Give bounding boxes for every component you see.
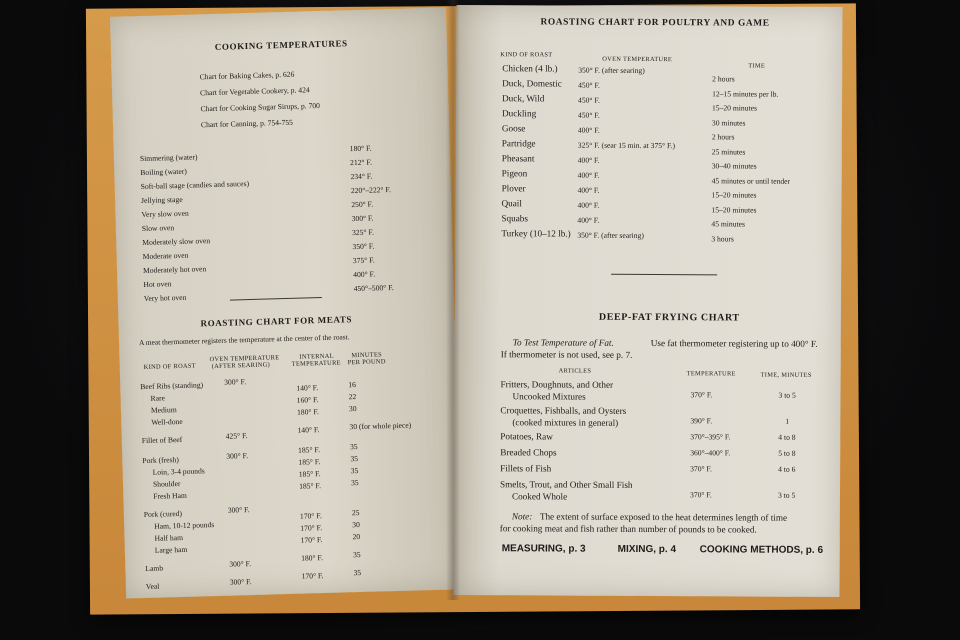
- meats-intro: A meat thermometer registers the temperature at the center of the roast.: [138, 332, 350, 348]
- meats-header-kind: KIND OF ROAST: [143, 362, 197, 371]
- poultry-header-kind: KIND OF ROAST: [500, 51, 553, 59]
- frying-header-time: TIME, MINUTES: [760, 371, 812, 379]
- cook-temp-value: 180° F.: [349, 143, 372, 154]
- footer-measuring: MEASURING, p. 3: [501, 543, 586, 555]
- left-page: [110, 7, 462, 598]
- poultry-oven: 400° F.: [577, 170, 600, 180]
- meat-minutes: 35: [350, 478, 359, 488]
- frying-temp: 370° F.: [690, 390, 713, 400]
- frying-article-cont: (cooked mixtures in general): [512, 417, 619, 428]
- poultry-kind: Goose: [501, 123, 526, 134]
- cook-temp-label: Soft-ball stage (candies and sauces): [140, 178, 250, 192]
- cook-temp-label: Moderate oven: [142, 250, 189, 261]
- poultry-kind: Pigeon: [501, 168, 528, 179]
- meat-kind: Rare: [150, 393, 166, 403]
- meat-oven: 300° F.: [229, 577, 252, 587]
- cook-temp-value: 350° F.: [352, 241, 375, 252]
- poultry-oven: 325° F. (sear 15 min. at 375° F.): [577, 140, 676, 151]
- poultry-oven: 400° F.: [577, 215, 600, 225]
- meat-minutes: 35: [350, 454, 359, 464]
- meat-kind: Beef Ribs (standing): [140, 380, 204, 392]
- cook-temp-value: 212° F.: [349, 157, 373, 168]
- frying-article: Fillets of Fish: [500, 463, 552, 474]
- frying-temp: 360°–400° F.: [690, 448, 731, 458]
- poultry-oven: 350° F. (after searing): [578, 65, 645, 75]
- frying-article: Potatoes, Raw: [500, 431, 553, 442]
- frying-temp: 390° F.: [690, 416, 713, 426]
- poultry-oven: 400° F.: [577, 125, 600, 135]
- poultry-time: 15–20 minutes: [711, 103, 757, 113]
- meat-internal: 185° F.: [298, 457, 321, 467]
- cook-temp-value: 300° F.: [351, 213, 374, 224]
- frying-test-body-2: If thermometer is not used, see p. 7.: [500, 349, 633, 360]
- frying-temp: 370°–395° F.: [690, 432, 731, 442]
- frying-test-lead: To Test Temperature of Fat.: [512, 337, 614, 348]
- meat-kind: Ham, 10-12 pounds: [154, 520, 215, 531]
- ref-sugar-sirups: Chart for Cooking Sugar Sirups, p. 700: [200, 100, 321, 114]
- ref-vegetable-cookery: Chart for Vegetable Cookery, p. 424: [199, 85, 310, 98]
- meats-header-oven: OVEN TEMPERATURE: [209, 354, 280, 364]
- meats-header-internal-sub: TEMPERATURE: [291, 359, 341, 368]
- meat-oven: 300° F.: [229, 559, 252, 569]
- frying-note-body-2: for cooking meat and fish rather than number of pounds to be cooked.: [499, 523, 757, 535]
- frying-time: 4 to 8: [778, 432, 796, 442]
- meat-kind: Fresh Ham: [153, 490, 188, 501]
- poultry-kind: Duck, Domestic: [502, 78, 562, 89]
- poultry-time: 2 hours: [711, 132, 735, 142]
- ref-baking-cakes: Chart for Baking Cakes, p. 626: [199, 69, 295, 82]
- cooking-temperatures-title: COOKING TEMPERATURES: [214, 38, 348, 52]
- cook-temp-label: Jellying stage: [140, 194, 183, 206]
- frying-article: Smelts, Trout, and Other Small Fish: [500, 479, 633, 490]
- frying-time: 1: [785, 416, 790, 426]
- meats-header-internal: INTERNAL: [299, 352, 334, 361]
- poultry-time: 3 hours: [711, 234, 734, 244]
- meat-minutes: 20: [352, 532, 361, 542]
- poultry-kind: Squabs: [501, 213, 529, 224]
- cook-temp-label: Moderately hot oven: [142, 264, 207, 275]
- meats-title: ROASTING CHART FOR MEATS: [200, 314, 353, 329]
- meat-kind: Well-done: [151, 416, 183, 427]
- meat-internal: 170° F.: [299, 511, 322, 521]
- poultry-oven: 450° F.: [577, 110, 600, 120]
- poultry-oven: 400° F.: [577, 155, 600, 165]
- meats-header-oven-sub: (AFTER SEARING): [211, 361, 271, 371]
- meat-minutes: 16: [348, 380, 357, 390]
- section-divider: [611, 274, 717, 276]
- frying-article: Breaded Chops: [500, 447, 557, 458]
- poultry-time: 45 minutes or until tender: [711, 176, 791, 186]
- meat-oven: 300° F.: [227, 505, 250, 515]
- meats-header-minutes: MINUTES: [351, 351, 383, 360]
- meat-oven: 425° F.: [225, 431, 248, 441]
- meat-internal: 185° F.: [297, 445, 321, 455]
- frying-time: 3 to 5: [778, 390, 796, 400]
- cook-temp-label: Simmering (water): [139, 152, 198, 164]
- section-divider: [230, 297, 322, 301]
- poultry-header-time: TIME: [748, 62, 766, 70]
- cook-temp-value: 250° F.: [351, 199, 374, 210]
- meat-kind: Shoulder: [152, 479, 181, 489]
- meat-minutes: 35: [352, 550, 361, 560]
- meat-internal: 170° F.: [300, 535, 323, 545]
- poultry-kind: Duck, Wild: [502, 93, 545, 104]
- meat-kind: Large ham: [154, 544, 188, 555]
- cook-temp-label: Hot oven: [143, 279, 172, 289]
- meat-minutes: 35: [353, 568, 362, 578]
- cook-temp-label: Boiling (water): [140, 166, 188, 178]
- frying-article-cont: Cooked Whole: [511, 491, 568, 502]
- meat-internal: 140° F.: [296, 383, 319, 393]
- poultry-kind: Quail: [501, 198, 522, 209]
- poultry-kind: Pheasant: [501, 153, 535, 164]
- meat-oven: 300° F.: [224, 377, 247, 387]
- meat-internal: 160° F.: [296, 395, 319, 405]
- meat-minutes: 35: [349, 442, 358, 452]
- meat-oven: 300° F.: [226, 451, 249, 461]
- frying-header-temp: TEMPERATURE: [686, 370, 736, 378]
- meat-minutes: 30: [352, 520, 360, 530]
- frying-article: Fritters, Doughnuts, and Other: [500, 379, 614, 390]
- frying-article-cont: Uncooked Mixtures: [512, 391, 586, 402]
- poultry-header-oven: OVEN TEMPERATURE: [602, 55, 673, 64]
- frying-note-body: The extent of surface exposed to the heat determines length of time: [539, 511, 788, 523]
- poultry-time: 2 hours: [712, 74, 735, 84]
- meat-internal: 140° F.: [297, 425, 320, 435]
- poultry-time: 25 minutes: [711, 147, 746, 157]
- poultry-kind: Plover: [501, 183, 526, 194]
- poultry-time: 30–40 minutes: [711, 161, 757, 171]
- meat-minutes: 22: [348, 392, 357, 402]
- meat-internal: 185° F.: [298, 481, 322, 491]
- meat-kind: Half ham: [154, 532, 184, 543]
- meat-internal: 180° F.: [301, 553, 324, 563]
- cook-temp-label: Very slow oven: [141, 208, 189, 219]
- poultry-oven: 450° F.: [578, 80, 600, 90]
- meat-minutes: 30: [348, 404, 357, 414]
- meat-minutes: 35: [350, 466, 359, 476]
- cook-temp-value: 450°–500° F.: [353, 282, 394, 294]
- poultry-kind: Duckling: [501, 108, 537, 119]
- poultry-kind: Partridge: [501, 138, 536, 149]
- meat-kind: Pork (cured): [143, 508, 183, 520]
- frying-header-articles: ARTICLES: [558, 367, 592, 375]
- meat-internal: 170° F.: [301, 571, 324, 581]
- cook-temp-value: 400° F.: [353, 269, 376, 280]
- frying-test-body: Use fat thermometer registering up to 400° F.: [650, 338, 818, 349]
- meat-kind: Medium: [150, 405, 177, 415]
- cook-temp-label: Very hot oven: [143, 292, 187, 303]
- meat-kind: Veal: [145, 581, 160, 592]
- cook-temp-label: Slow oven: [141, 223, 175, 233]
- meat-minutes: 25: [351, 508, 360, 518]
- frying-temp: 370° F.: [690, 464, 712, 474]
- poultry-kind: Chicken (4 lb.): [502, 63, 558, 74]
- poultry-oven: 350° F. (after searing): [577, 230, 644, 240]
- frying-note-lead: Note:: [511, 511, 533, 522]
- poultry-kind: Turkey (10–12 lb.): [501, 228, 571, 239]
- cook-temp-value: 375° F.: [352, 255, 375, 266]
- frying-time: 3 to 5: [777, 490, 796, 500]
- cook-temp-value: 220°–222° F.: [350, 185, 392, 196]
- meat-kind: Loin, 3-4 pounds: [152, 466, 205, 477]
- poultry-oven: 400° F.: [577, 185, 600, 195]
- footer-mixing: MIXING, p. 4: [617, 543, 677, 556]
- poultry-title: ROASTING CHART FOR POULTRY AND GAME: [540, 17, 770, 29]
- poultry-time: 30 minutes: [711, 118, 746, 128]
- cook-temp-value: 325° F.: [351, 227, 375, 238]
- poultry-oven: 400° F.: [577, 200, 600, 210]
- poultry-time: 15–20 minutes: [711, 190, 757, 200]
- meats-header-minutes-sub: PER POUND: [347, 358, 386, 367]
- meat-internal: 185° F.: [298, 469, 321, 479]
- frying-temp: 370° F.: [689, 490, 712, 500]
- frying-time: 5 to 8: [778, 448, 796, 458]
- frying-time: 4 to 6: [778, 464, 796, 474]
- poultry-time: 15–20 minutes: [711, 205, 757, 215]
- poultry-time: 12–15 minutes per lb.: [712, 89, 779, 99]
- meat-internal: 180° F.: [296, 407, 320, 417]
- cook-temp-label: Moderately slow oven: [142, 236, 211, 247]
- meat-kind: Pork (fresh): [142, 455, 179, 466]
- poultry-oven: 450° F.: [578, 95, 600, 105]
- frying-article: Croquettes, Fishballs, and Oysters: [500, 405, 627, 416]
- poultry-time: 45 minutes: [711, 219, 745, 229]
- frying-title: DEEP-FAT FRYING CHART: [598, 311, 740, 324]
- footer-cooking-methods: COOKING METHODS, p. 6: [699, 544, 824, 556]
- meat-internal: 170° F.: [300, 523, 323, 533]
- ref-canning: Chart for Canning, p. 754-755: [200, 117, 294, 130]
- meat-kind: Fillet of Beef: [141, 434, 183, 446]
- cook-temp-value: 234° F.: [350, 171, 373, 182]
- meat-kind: Lamb: [145, 563, 164, 574]
- book-gutter: [446, 0, 460, 600]
- meat-minutes: 30 (for whole piece): [349, 420, 412, 432]
- right-page: [453, 5, 842, 597]
